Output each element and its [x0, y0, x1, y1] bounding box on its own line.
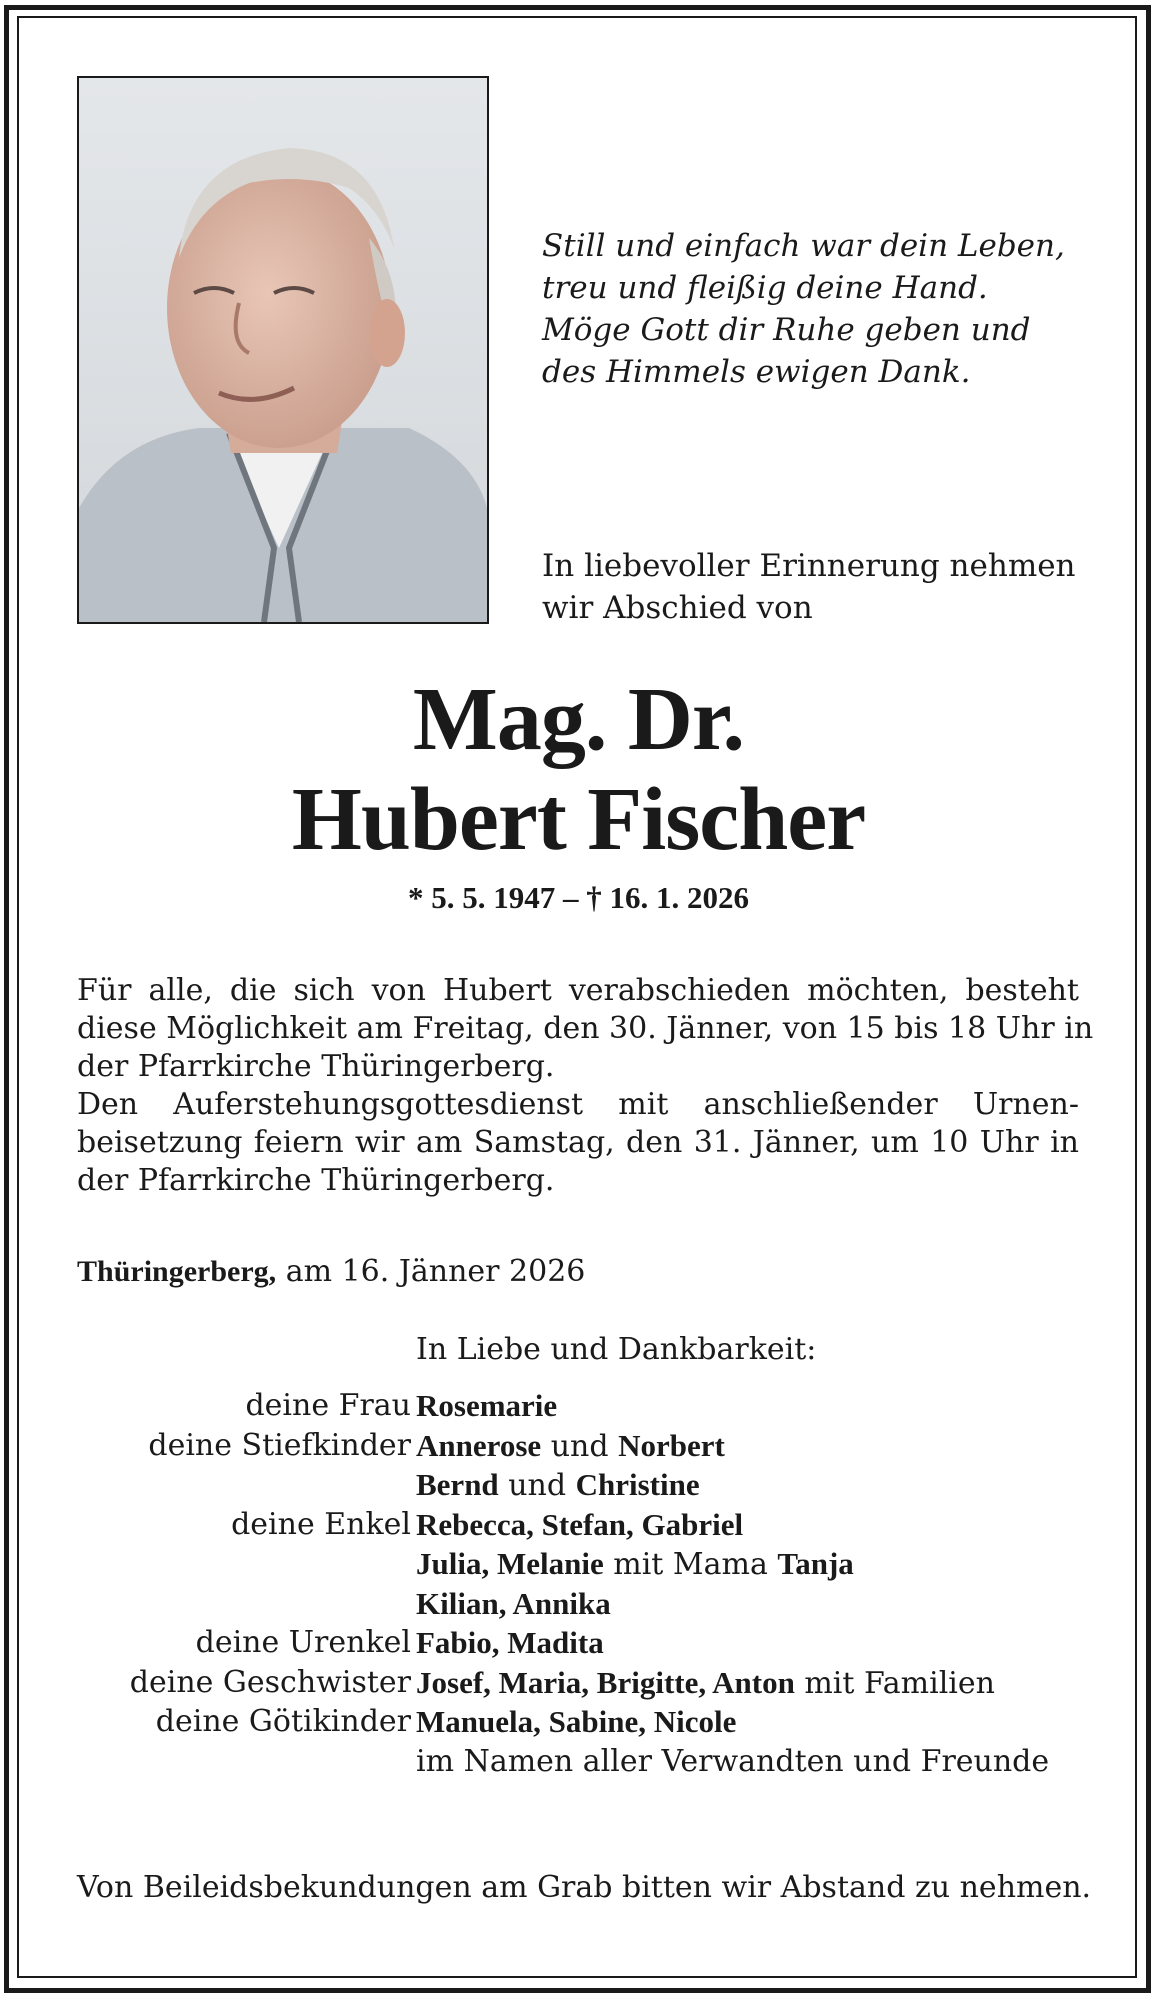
family-row [0, 1467, 1157, 1507]
family-relation: deine Enkel [231, 1506, 411, 1542]
family-name-bold: Bernd [416, 1467, 499, 1502]
family-name-text: mit Familien [794, 1665, 995, 1701]
family-names [416, 1586, 611, 1622]
family-names [416, 1467, 700, 1503]
family-name-bold: Josef, Maria, Brigitte, Anton [416, 1664, 795, 1700]
life-dates: * 5. 5. 1947 – † 16. 1. 2026 [408, 880, 749, 915]
family-names [416, 1428, 725, 1464]
place-town: Thüringerberg, [77, 1255, 277, 1288]
family-names [416, 1388, 557, 1424]
service-paragraph [77, 972, 1094, 1200]
intro-line: In liebevoller Erinnerung nehmen [542, 548, 1076, 584]
family-names [416, 1665, 995, 1701]
family-row [0, 1428, 1157, 1468]
family-name-bold: Tanja [777, 1546, 854, 1581]
paragraph-line: Den Auferstehungsgottesdienst mit anschließender Urnen- [77, 1087, 1079, 1122]
family-relation: deine Geschwister [129, 1664, 411, 1700]
verse-line: des Himmels ewigen Dank. [542, 354, 971, 390]
paragraph-line: der Pfarrkirche Thüringerberg. [77, 1049, 555, 1084]
portrait-photo [77, 76, 489, 624]
family-row [0, 1507, 1157, 1547]
family-name-bold: Norbert [618, 1427, 725, 1463]
verse-line: treu und fleißig deine Hand. [542, 270, 988, 306]
family-row [0, 1586, 1157, 1626]
deceased-title: Mag. Dr. [412, 670, 745, 769]
family-name-bold: Kilian, Annika [416, 1585, 611, 1621]
family-row [0, 1625, 1157, 1665]
verse-line: Still und einfach war dein Leben, [542, 228, 1065, 264]
family-row [0, 1546, 1157, 1586]
family-name-text: im Namen aller Verwandten und Freunde [416, 1743, 1050, 1779]
family-name-bold: Rebecca, Stefan, Gabriel [416, 1506, 744, 1542]
deceased-name: Hubert Fischer [291, 770, 866, 869]
intro-line: wir Abschied von [542, 590, 813, 626]
verse-line: Möge Gott dir Ruhe geben und [542, 312, 1031, 348]
deceased-name-block [0, 670, 1157, 870]
thanks-line: In Liebe und Dankbarkeit: [416, 1332, 817, 1367]
family-name-text: mit Mama [603, 1547, 778, 1582]
paragraph-line: Für alle, die sich von Hubert verabschieden möchten, besteht [77, 973, 1079, 1008]
family-row [0, 1388, 1157, 1428]
memorial-verse [542, 225, 1102, 393]
family-relation: deine Stiefkinder [148, 1427, 411, 1463]
family-name-bold: Rosemarie [416, 1388, 558, 1423]
family-name-text: und [498, 1468, 576, 1503]
place-and-date [77, 1253, 585, 1291]
family-row [0, 1704, 1157, 1744]
family-names [416, 1704, 736, 1740]
family-names [416, 1744, 1049, 1779]
family-names [416, 1507, 743, 1543]
family-name-bold: Fabio, Madita [416, 1625, 604, 1660]
paragraph-line: der Pfarrkirche Thüringerberg. [77, 1163, 555, 1198]
family-row [0, 1665, 1157, 1705]
footer-note: Von Beileidsbekundungen am Grab bitten wir Abstand zu nehmen. [77, 1870, 1092, 1905]
family-names [416, 1546, 854, 1582]
family-relation: deine Frau [245, 1388, 411, 1423]
family-row [0, 1744, 1157, 1784]
paragraph-line: diese Möglichkeit am Freitag, den 30. Jänner, von 15 bis 18 Uhr in [77, 1011, 1094, 1046]
paragraph-line: beisetzung feiern wir am Samstag, den 31. Jänner, um 10 Uhr in [77, 1125, 1079, 1160]
family-list [0, 1388, 1157, 1783]
family-name-text: und [541, 1428, 619, 1464]
family-name-bold: Julia, Melanie [416, 1546, 604, 1581]
family-relation: deine Urenkel [195, 1625, 411, 1660]
farewell-intro [542, 545, 1102, 629]
family-relation: deine Götikinder [155, 1704, 411, 1739]
family-name-bold: Annerose [416, 1427, 542, 1463]
family-name-bold: Manuela, Sabine, Nicole [416, 1704, 737, 1739]
family-name-bold: Christine [575, 1467, 700, 1502]
place-date: am 16. Jänner 2026 [285, 1254, 586, 1289]
family-names [416, 1625, 604, 1661]
